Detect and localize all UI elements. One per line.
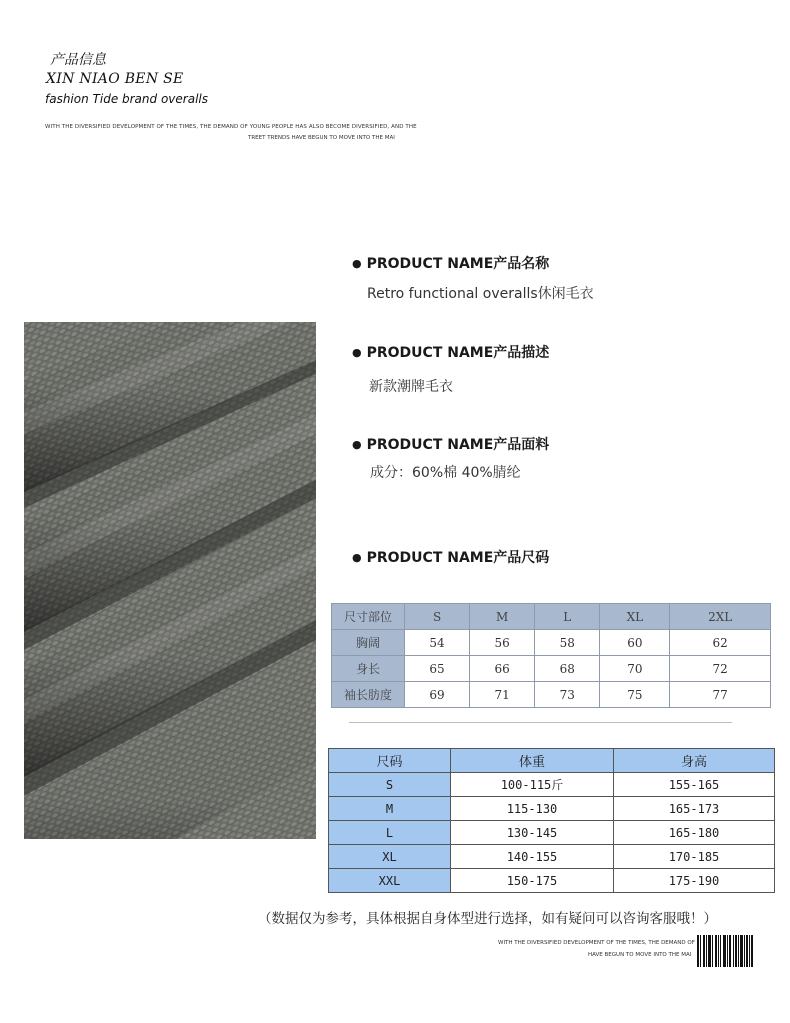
- table-header-cell: XL: [600, 604, 670, 630]
- table-row: [332, 630, 771, 656]
- row-label: 袖长肪度: [332, 682, 405, 708]
- table-row: [329, 797, 775, 821]
- table-header-cell: 体重: [451, 749, 614, 773]
- header-fine-print-1: WITH THE DIVERSIFIED DEVELOPMENT OF THE TIMES, THE DEMAND OF YOUNG PEOPLE HAS ALSO BECOME DIVERSIFIED, AND THE: [45, 124, 417, 130]
- table-row: [329, 821, 775, 845]
- table-cell: 66: [470, 656, 535, 682]
- table-header-row: [332, 604, 771, 630]
- product-fabric-value: 成分：60%棉 40%腈纶: [370, 465, 521, 481]
- table-header-cell: 尺寸部位: [332, 604, 405, 630]
- footer-fine-print-1: WITH THE DIVERSIFIED DEVELOPMENT OF THE TIMES, THE DEMAND OF: [498, 940, 695, 946]
- table-header-cell: L: [535, 604, 600, 630]
- table-cell: 75: [600, 682, 670, 708]
- bullet-icon: ●: [352, 551, 362, 564]
- fit-recommendation-table: [328, 748, 775, 893]
- row-label: 身长: [332, 656, 405, 682]
- product-description-value: 新款潮牌毛衣: [369, 379, 453, 395]
- brand-tagline: fashion Tide brand overalls: [45, 92, 208, 106]
- bullet-icon: ●: [352, 257, 362, 270]
- table-row: [329, 773, 775, 797]
- reference-note: （数据仅为参考，具体根据自身体型进行选择，如有疑问可以咨询客服哦！）: [258, 911, 717, 927]
- table-cell: 62: [670, 630, 771, 656]
- table-cell: 58: [535, 630, 600, 656]
- divider-line: [349, 722, 732, 723]
- brand-name: XIN NIAO BEN SE: [46, 71, 184, 87]
- height-cell: 165-173: [614, 797, 775, 821]
- size-cell: S: [329, 773, 451, 797]
- height-cell: 175-190: [614, 869, 775, 893]
- table-cell: 54: [405, 630, 470, 656]
- height-cell: 170-185: [614, 845, 775, 869]
- footer-fine-print-2: HAVE BEGUN TO MOVE INTO THE MAI: [588, 952, 692, 958]
- size-cell: XL: [329, 845, 451, 869]
- table-header-cell: M: [470, 604, 535, 630]
- header-fine-print-2: TREET TRENDS HAVE BEGUN TO MOVE INTO THE MAI: [248, 135, 395, 141]
- section-title-name: ● PRODUCT NAME产品名称: [352, 256, 550, 272]
- row-label: 胸阔: [332, 630, 405, 656]
- table-header-row: [329, 749, 775, 773]
- weight-cell: 100-115斤: [451, 773, 614, 797]
- knit-fabric-photo: [24, 322, 316, 839]
- size-cell: M: [329, 797, 451, 821]
- bullet-icon: ●: [352, 346, 362, 359]
- table-row: [329, 869, 775, 893]
- table-cell: 77: [670, 682, 771, 708]
- table-cell: 70: [600, 656, 670, 682]
- weight-cell: 115-130: [451, 797, 614, 821]
- section-title-size: ● PRODUCT NAME产品尺码: [352, 550, 550, 566]
- section-title-fabric: ● PRODUCT NAME产品面料: [352, 437, 550, 453]
- table-cell: 72: [670, 656, 771, 682]
- table-row: [332, 656, 771, 682]
- table-row: [332, 682, 771, 708]
- table-cell: 68: [535, 656, 600, 682]
- info-heading: 产品信息: [50, 52, 106, 68]
- barcode-icon: [697, 935, 753, 967]
- size-measurement-table: [331, 603, 771, 708]
- height-cell: 155-165: [614, 773, 775, 797]
- weight-cell: 140-155: [451, 845, 614, 869]
- weight-cell: 150-175: [451, 869, 614, 893]
- table-cell: 73: [535, 682, 600, 708]
- table-cell: 56: [470, 630, 535, 656]
- table-cell: 71: [470, 682, 535, 708]
- size-cell: XXL: [329, 869, 451, 893]
- height-cell: 165-180: [614, 821, 775, 845]
- table-header-cell: 尺码: [329, 749, 451, 773]
- table-header-cell: S: [405, 604, 470, 630]
- table-header-cell: 身高: [614, 749, 775, 773]
- bullet-icon: ●: [352, 438, 362, 451]
- table-row: [329, 845, 775, 869]
- table-cell: 69: [405, 682, 470, 708]
- table-header-cell: 2XL: [670, 604, 771, 630]
- table-cell: 60: [600, 630, 670, 656]
- weight-cell: 130-145: [451, 821, 614, 845]
- product-name-value: Retro functional overalls休闲毛衣: [367, 286, 594, 302]
- section-title-description: ● PRODUCT NAME产品描述: [352, 345, 550, 361]
- size-cell: L: [329, 821, 451, 845]
- table-cell: 65: [405, 656, 470, 682]
